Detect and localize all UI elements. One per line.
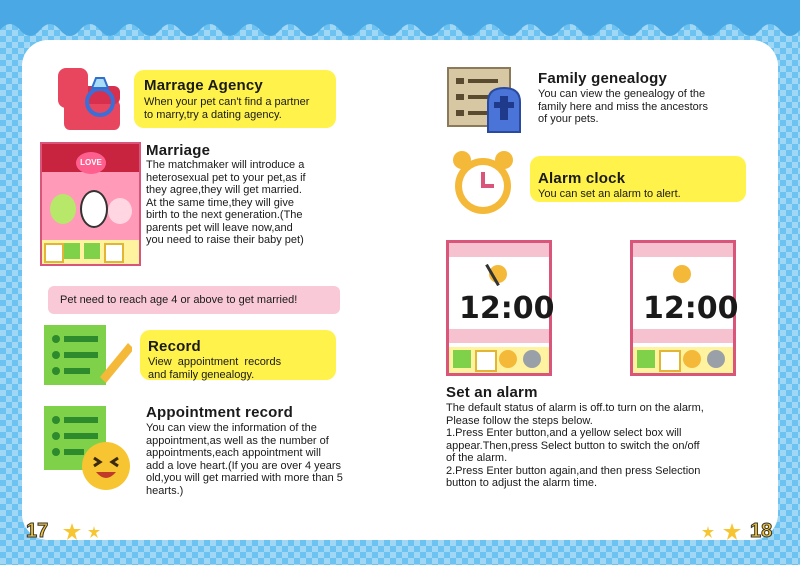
alarm-time-display: 12:00 [643, 291, 739, 326]
pet-character [80, 190, 108, 228]
marriage-screen [40, 142, 141, 266]
appointment-list-icon [44, 406, 134, 496]
pet-character [50, 194, 76, 224]
genealogy-icon [446, 66, 530, 136]
love-sign: LOVE [76, 152, 106, 174]
marriage-agency-title: Marrage Agency [144, 77, 263, 94]
set-alarm-text: The default status of alarm is off.to turn on the alarm, Please follow the steps below. 1.Press Enter button,and a yellow select box will appear.Then,press Select button to switch the on/off of the alarm. 2.Press Enter button again,and then press Selection button to adjust the alarm time. [446, 402, 704, 489]
page-number-right: 18 [750, 520, 773, 542]
record-title: Record [148, 338, 201, 355]
alarm-screen-off [446, 240, 555, 376]
stars-decoration [686, 522, 746, 542]
pet-character [108, 198, 132, 224]
stars-decoration [62, 522, 122, 542]
age-note-text: Pet need to reach age 4 or above to get married! [60, 294, 298, 306]
alarm-clock-title: Alarm clock [538, 170, 626, 187]
marriage-agency-text: When your pet can't find a partner to marry,try a dating agency. [144, 96, 310, 121]
record-text: View appointment records and family genealogy. [148, 356, 282, 381]
alarm-on-icon [673, 265, 691, 283]
marriage-text: The matchmaker will introduce a heterosexual pet to your pet,as if they agree,they will get married. At the same time,they will give birth to the next generation.(The parents pet will leave now,and you need to raise their baby pet) [146, 159, 306, 246]
alarm-time-display: 12:00 [459, 291, 555, 326]
appointment-record-text: You can view the information of the appointment,as well as the number of appointments,each appointment will add a love heart.(If you are over 4 years old,you will get married with more than 5 hearts.) [146, 422, 343, 497]
alarm-clock-icon [448, 148, 518, 218]
marriage-title: Marriage [146, 142, 211, 159]
record-list-icon [44, 325, 132, 385]
ring-box-icon [58, 66, 126, 136]
alarm-clock-text: You can set an alarm to alert. [538, 188, 681, 200]
set-alarm-title: Set an alarm [446, 384, 538, 401]
page-number-left: 17 [26, 520, 49, 542]
alarm-screen-on [630, 240, 739, 376]
appointment-record-title: Appointment record [146, 404, 293, 421]
family-genealogy-title: Family genealogy [538, 70, 668, 87]
family-genealogy-text: You can view the genealogy of the family here and miss the ancestors of your pets. [538, 88, 708, 125]
